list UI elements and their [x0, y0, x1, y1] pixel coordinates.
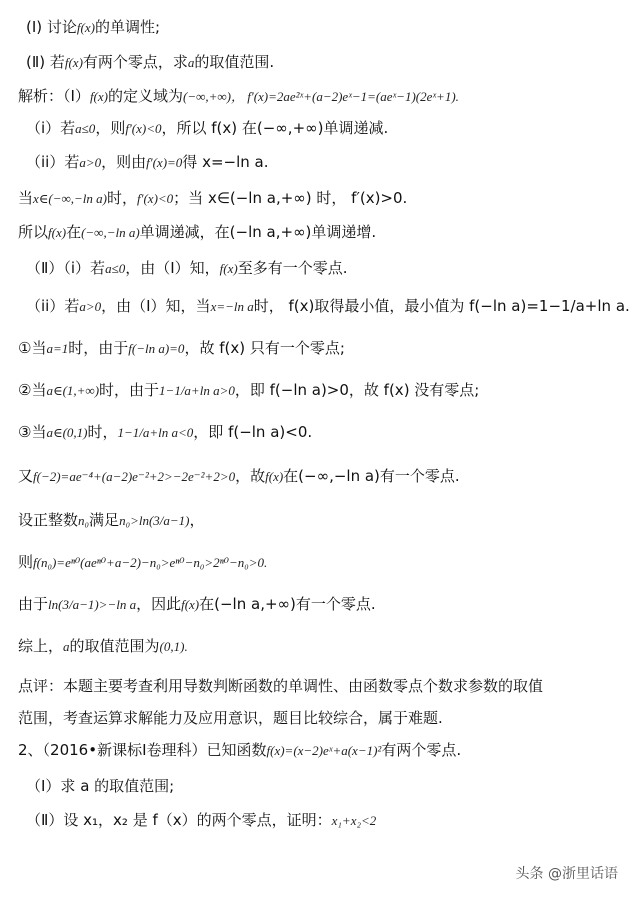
text-part: ，故 — [235, 467, 266, 485]
text-part: ，由（Ⅰ）知，当 — [101, 297, 211, 315]
text-line — [18, 594, 376, 615]
formula: f(x)=(x−2)eˣ+a(x−1)² — [266, 743, 382, 758]
formula: f(x) — [181, 597, 200, 612]
text-part: ③当 — [18, 423, 47, 441]
text-part: 点评：本题主要考查利用导数判断函数的单调性、由函数零点个数求参数的取值 — [18, 677, 544, 695]
watermark: 头条 @浙里话语 — [515, 866, 618, 882]
text-line — [18, 188, 407, 209]
text-part: 又 — [18, 467, 34, 485]
text-line — [26, 258, 347, 279]
formula: n₀>ln(3/a−1) — [119, 513, 190, 528]
text-line — [18, 510, 205, 531]
text-part: ；当 x∈(−ln a,+∞) 时， f′(x)>0. — [173, 189, 408, 207]
formula: (−∞,−ln a) — [81, 225, 140, 240]
text-part: 有两个零点. — [381, 741, 462, 759]
formula: f(n₀)=eⁿ⁰(aeⁿ⁰+a−2)−n₀>eⁿ⁰−n₀>2ⁿ⁰−n₀>0. — [33, 555, 268, 570]
text-line — [18, 380, 479, 401]
formula: f(x) — [76, 20, 95, 35]
formula: f(x) — [265, 469, 284, 484]
text-line — [18, 552, 267, 573]
text-line — [26, 118, 388, 139]
text-part: ，故 f(x) 只有一个零点; — [184, 339, 345, 357]
text-part: (Ⅰ) 讨论 — [26, 18, 77, 36]
formula: f′(x)<0 — [125, 121, 162, 136]
text-part: 所以 — [18, 223, 49, 241]
text-part: 时， — [107, 189, 138, 207]
text-part: ， — [189, 511, 205, 529]
text-part: 时， — [87, 423, 118, 441]
text-line — [18, 466, 460, 487]
text-part: （ii）若 — [26, 153, 80, 171]
text-part: 单调递减，在(−ln a,+∞)单调递增. — [139, 223, 377, 241]
text-part: 有两个零点，求 — [82, 53, 188, 71]
text-part: 2、（2016•新课标Ⅰ卷理科）已知函数 — [18, 741, 267, 759]
text-part: 解析：（Ⅰ） — [18, 87, 90, 105]
formula: n₀ — [78, 513, 90, 528]
formula: a≤0 — [75, 121, 96, 136]
text-line — [18, 676, 543, 697]
text-part: 时， f(x)取得最小值，最小值为 f(−ln a)=1−1/a+ln a. — [253, 297, 630, 315]
formula: x∈(−∞,−ln a) — [33, 191, 107, 206]
formula: a∈(1,+∞) — [46, 383, 100, 398]
text-line — [18, 338, 345, 359]
formula: a>0 — [79, 299, 102, 314]
text-part: （Ⅰ）求 a 的取值范围; — [26, 777, 175, 795]
text-part: ，则 — [95, 119, 126, 137]
text-part: 得 x=−ln a. — [182, 153, 269, 171]
text-line — [18, 422, 312, 443]
formula: a≤0 — [105, 261, 126, 276]
text-part: 的单调性; — [94, 18, 161, 36]
text-part: ，因此 — [136, 595, 182, 613]
text-part: （Ⅱ）（i）若 — [26, 259, 106, 277]
formula: f(x) — [48, 225, 67, 240]
text-part: ，则由 — [101, 153, 147, 171]
formula: a — [187, 55, 195, 70]
text-part: 当 — [18, 189, 34, 207]
text-part: 在 — [66, 223, 82, 241]
text-part: ，即 f(−ln a)<0. — [193, 423, 313, 441]
text-part: ①当 — [18, 339, 47, 357]
formula: 1−1/a+ln a>0 — [159, 383, 235, 398]
formula: (0,1). — [159, 639, 188, 654]
formula: (−∞,+∞)， f′(x)=2ae²ˣ+(a−2)eˣ−1=(aeˣ−1)(2eˣ+1). — [183, 89, 459, 104]
text-line — [18, 86, 459, 107]
formula: f′(x)=0 — [146, 155, 183, 170]
text-line — [26, 296, 630, 317]
text-line — [18, 222, 376, 243]
text-part: 的定义域为 — [107, 87, 183, 105]
text-part: （i）若 — [26, 119, 76, 137]
text-part: 满足 — [89, 511, 120, 529]
text-part: ，所以 f(x) 在(−∞,+∞)单调递减. — [161, 119, 389, 137]
formula: a=1 — [46, 341, 69, 356]
text-part: ②当 — [18, 381, 47, 399]
text-line — [26, 810, 376, 831]
text-part: 的取值范围. — [194, 53, 275, 71]
text-part: 时，由于 — [99, 381, 160, 399]
formula: f(−ln a)=0 — [128, 341, 185, 356]
text-line — [18, 708, 443, 729]
text-part: 设正整数 — [18, 511, 79, 529]
text-line — [26, 52, 274, 73]
formula: f(−2)=ae⁻⁴+(a−2)e⁻²+2>−2e⁻²+2>0 — [33, 469, 236, 484]
text-line — [26, 152, 268, 173]
text-part: 由于 — [18, 595, 49, 613]
text-part: (Ⅱ) 若 — [26, 53, 65, 71]
text-part: （ii）若 — [26, 297, 80, 315]
formula: ln(3/a−1)>−ln a — [48, 597, 137, 612]
formula: f(x) — [89, 89, 108, 104]
text-line — [26, 17, 160, 38]
text-part: 时，由于 — [68, 339, 129, 357]
text-part: ，由（Ⅰ）知， — [125, 259, 220, 277]
text-part: 在(−ln a,+∞)有一个零点. — [199, 595, 376, 613]
formula: x₁+x₂<2 — [331, 813, 377, 828]
text-line — [18, 636, 188, 657]
text-part: 的取值范围为 — [69, 637, 160, 655]
text-line — [18, 740, 461, 761]
text-part: 则 — [18, 553, 34, 571]
formula: 1−1/a+ln a<0 — [117, 425, 194, 440]
formula: f(x) — [64, 55, 83, 70]
formula: a>0 — [79, 155, 102, 170]
text-part: ，即 f(−ln a)>0，故 f(x) 没有零点; — [234, 381, 480, 399]
formula: a — [63, 639, 70, 654]
text-part: 至多有一个零点. — [237, 259, 348, 277]
text-line — [26, 776, 174, 797]
formula: a∈(0,1) — [46, 425, 88, 440]
text-part: 综上， — [18, 637, 64, 655]
text-part: （Ⅱ）设 x₁，x₂ 是 f（x）的两个零点，证明： — [26, 811, 332, 829]
text-part: 在(−∞,−ln a)有一个零点. — [283, 467, 460, 485]
formula: f′(x)<0 — [137, 191, 174, 206]
text-part: 范围，考查运算求解能力及应用意识，题目比较综合，属于难题. — [18, 709, 443, 727]
formula: f(x) — [219, 261, 238, 276]
formula: x=−ln a — [210, 299, 254, 314]
